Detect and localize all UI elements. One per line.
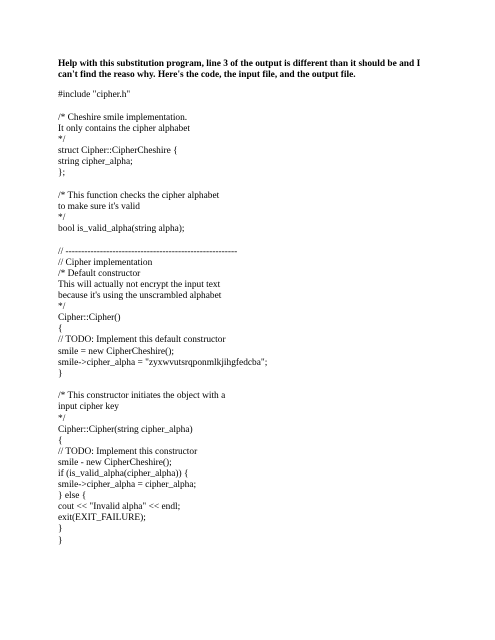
question-text: [58, 58, 448, 80]
code-line: */: [58, 213, 66, 224]
code-line: to make sure it's valid: [58, 201, 140, 212]
document-page: [58, 58, 448, 558]
code-line: smile->cipher_alpha = cipher_alpha;: [58, 480, 197, 491]
question-line: Help with this substitution program, line 3 of the output is different than it should be and I: [58, 59, 421, 69]
code-line: }: [58, 368, 63, 379]
code-line: cout << "Invalid alpha" << endl;: [58, 502, 181, 513]
code-line: string cipher_alpha;: [58, 157, 133, 168]
code-line: because it's using the unscrambled alphabet: [58, 291, 222, 302]
code-line: }: [58, 524, 63, 535]
code-line: /* Cheshire smile implementation.: [58, 112, 188, 123]
code-line: /* This function checks the cipher alphabet: [58, 190, 220, 201]
code-block-cheshire-struct: [58, 113, 448, 180]
code-line: */: [58, 302, 66, 313]
code-line: Cipher::Cipher(string cipher_alpha): [58, 424, 193, 435]
code-block-include: [58, 90, 448, 101]
code-line: // TODO: Implement this default constructor: [58, 335, 226, 346]
code-line: This will actually not encrypt the input text: [58, 280, 221, 290]
code-line: */: [58, 134, 66, 145]
code-line: {: [58, 324, 63, 335]
code-line: exit(EXIT_FAILURE);: [58, 513, 146, 524]
question-line: can't find the reaso why. Here's the code, the input file, and the output file.: [58, 70, 356, 81]
code-line: {: [58, 435, 63, 446]
code-line: smile = new CipherCheshire();: [58, 346, 174, 357]
code-line: /* This constructor initiates the object with a: [58, 391, 226, 402]
code-line: }: [58, 535, 63, 546]
code-line: };: [58, 168, 66, 179]
code-line: // Cipher implementation: [58, 257, 153, 268]
code-block-key-constructor: [58, 391, 448, 546]
code-line: // TODO: Implement this constructor: [58, 446, 198, 457]
code-line: bool is_valid_alpha(string alpha);: [58, 224, 185, 235]
code-line: Cipher::Cipher(): [58, 313, 121, 324]
code-line: if (is_valid_alpha(cipher_alpha)) {: [58, 469, 189, 479]
code-block-valid-alpha: [58, 191, 448, 235]
code-line: #include "cipher.h": [58, 90, 131, 101]
code-line: smile - new CipherCheshire();: [58, 457, 172, 468]
code-line: struct Cipher::CipherCheshire {: [58, 146, 178, 157]
code-line: */: [58, 413, 66, 424]
code-line: It only contains the cipher alphabet: [58, 123, 190, 134]
code-line: /* Default constructor: [58, 268, 141, 279]
code-line: } else {: [58, 491, 87, 502]
code-line: smile->cipher_alpha = "zyxwvutsrqponmlkjihgfedcba";: [58, 357, 268, 368]
code-block-default-constructor: [58, 247, 448, 380]
code-line: // -------------------------------------------------------: [58, 246, 238, 257]
code-line: input cipher key: [58, 402, 119, 413]
